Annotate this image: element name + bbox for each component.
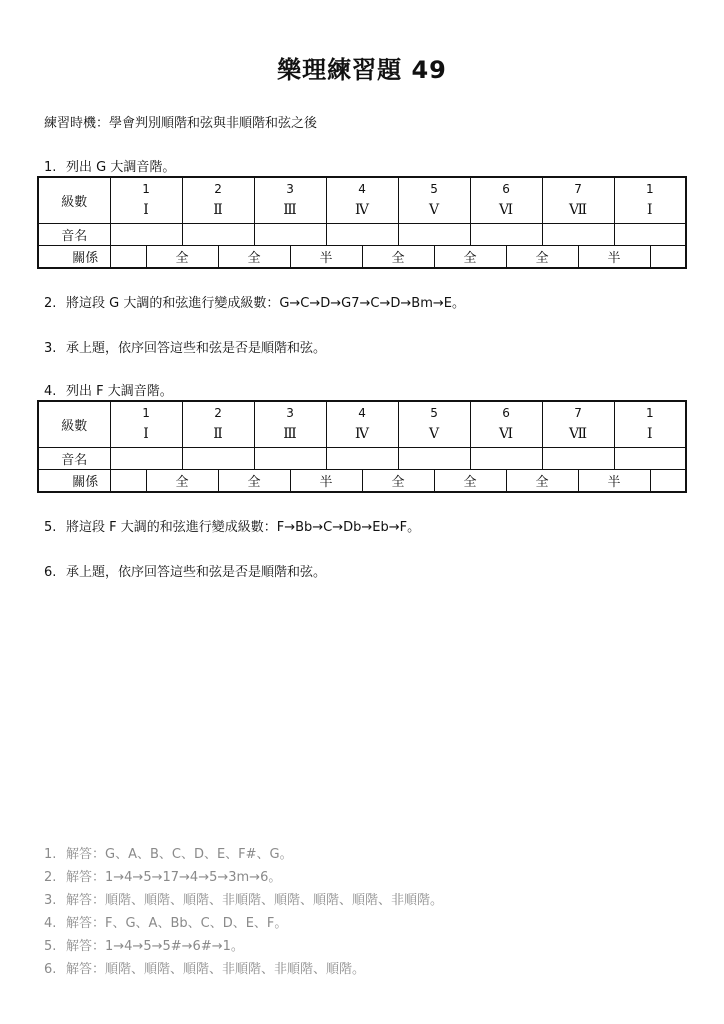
note-name-blank bbox=[326, 448, 398, 470]
note-name-blank bbox=[254, 224, 326, 246]
question-text: 將這段 F 大調的和弦進行變成級數：F→Bb→C→Db→Eb→F。 bbox=[66, 520, 421, 535]
interval-cell: 全 bbox=[218, 470, 290, 493]
note-name-blank bbox=[326, 224, 398, 246]
question-text: 將這段 G 大調的和弦進行變成級數：G→C→D→G7→C→D→Bm→E。 bbox=[66, 296, 465, 311]
interval-cell: 半 bbox=[578, 470, 650, 493]
note-name-blank bbox=[614, 224, 686, 246]
question-number: 6. bbox=[44, 565, 57, 580]
degree-cell bbox=[326, 177, 398, 224]
question-text: 承上題，依序回答這些和弦是否是順階和弦。 bbox=[66, 341, 327, 356]
degree-roman: Ⅳ bbox=[355, 426, 370, 442]
question-3 bbox=[44, 337, 326, 356]
note-name-header: 音名 bbox=[38, 224, 110, 246]
degree-number: 1 bbox=[646, 182, 654, 196]
degree-cell bbox=[614, 177, 686, 224]
degree-number: 6 bbox=[502, 182, 510, 196]
answer-3 bbox=[44, 889, 443, 912]
answer-number: 3. bbox=[44, 893, 57, 908]
answer-text: 解答：順階、順階、順階、非順階、順階、順階、順階、非順階。 bbox=[66, 893, 444, 908]
degree-roman: Ⅰ bbox=[647, 426, 653, 442]
relation-spacer bbox=[110, 246, 146, 269]
degree-cell bbox=[110, 177, 182, 224]
question-number: 2. bbox=[44, 296, 57, 311]
answer-number: 5. bbox=[44, 939, 57, 954]
question-2 bbox=[44, 292, 465, 311]
relation-header: 關係 bbox=[38, 470, 110, 493]
degree-roman: Ⅰ bbox=[647, 202, 653, 218]
question-text: 承上題，依序回答這些和弦是否是順階和弦。 bbox=[66, 565, 327, 580]
note-name-header: 音名 bbox=[38, 448, 110, 470]
answer-text: 解答：F、G、A、Bb、C、D、E、F。 bbox=[66, 916, 288, 931]
degree-cell bbox=[182, 177, 254, 224]
interval-cell: 全 bbox=[434, 470, 506, 493]
degree-header: 級數 bbox=[38, 401, 110, 448]
interval-cell: 半 bbox=[290, 470, 362, 493]
practice-timing: 練習時機：學會判別順階和弦與非順階和弦之後 bbox=[44, 116, 318, 131]
note-name-blank bbox=[470, 224, 542, 246]
degree-cell bbox=[254, 177, 326, 224]
question-5 bbox=[44, 516, 420, 535]
answer-number: 2. bbox=[44, 870, 57, 885]
question-6 bbox=[44, 561, 326, 580]
relation-spacer bbox=[110, 470, 146, 493]
answer-text: 解答：1→4→5→5#→6#→1。 bbox=[66, 939, 244, 954]
note-name-blank bbox=[470, 448, 542, 470]
degree-cell bbox=[398, 401, 470, 448]
degree-cell bbox=[182, 401, 254, 448]
degree-number: 7 bbox=[574, 406, 582, 420]
page-title: 樂理練習題 49 bbox=[277, 56, 447, 84]
degree-number: 6 bbox=[502, 406, 510, 420]
answer-6 bbox=[44, 958, 443, 981]
degree-cell bbox=[542, 401, 614, 448]
degree-number: 3 bbox=[286, 182, 294, 196]
degree-number: 4 bbox=[358, 406, 366, 420]
interval-cell: 半 bbox=[578, 246, 650, 269]
note-name-blank bbox=[542, 448, 614, 470]
degree-roman: Ⅲ bbox=[283, 202, 297, 218]
degree-cell bbox=[470, 401, 542, 448]
answer-key bbox=[44, 843, 443, 981]
degree-roman: Ⅶ bbox=[569, 202, 588, 218]
degree-roman: Ⅱ bbox=[213, 426, 223, 442]
note-name-blank bbox=[398, 224, 470, 246]
question-1 bbox=[44, 156, 175, 175]
degree-number: 1 bbox=[142, 406, 150, 420]
degree-number: 3 bbox=[286, 406, 294, 420]
question-text: 列出 G 大調音階。 bbox=[66, 160, 176, 175]
degree-roman: Ⅳ bbox=[355, 202, 370, 218]
degree-number: 4 bbox=[358, 182, 366, 196]
interval-cell: 全 bbox=[218, 246, 290, 269]
g-major-scale-table bbox=[37, 176, 687, 269]
note-name-blank bbox=[542, 224, 614, 246]
relation-spacer bbox=[650, 246, 686, 269]
question-text: 列出 F 大調音階。 bbox=[66, 384, 173, 399]
degree-roman: Ⅲ bbox=[283, 426, 297, 442]
degree-roman: Ⅵ bbox=[499, 426, 514, 442]
note-name-blank bbox=[182, 224, 254, 246]
answer-1 bbox=[44, 843, 443, 866]
f-major-scale-table bbox=[37, 400, 687, 493]
question-number: 5. bbox=[44, 520, 57, 535]
degree-cell bbox=[470, 177, 542, 224]
question-4 bbox=[44, 380, 173, 399]
note-name-blank bbox=[614, 448, 686, 470]
degree-number: 5 bbox=[430, 406, 438, 420]
interval-cell: 全 bbox=[506, 246, 578, 269]
degree-roman: Ⅴ bbox=[428, 426, 440, 442]
note-name-blank bbox=[398, 448, 470, 470]
degree-number: 7 bbox=[574, 182, 582, 196]
interval-cell: 全 bbox=[362, 470, 434, 493]
degree-roman: Ⅵ bbox=[499, 202, 514, 218]
degree-cell bbox=[254, 401, 326, 448]
note-name-blank bbox=[110, 448, 182, 470]
answer-2 bbox=[44, 866, 443, 889]
answer-number: 6. bbox=[44, 962, 57, 977]
answer-number: 4. bbox=[44, 916, 57, 931]
degree-number: 2 bbox=[214, 406, 222, 420]
interval-cell: 半 bbox=[290, 246, 362, 269]
note-name-blank bbox=[182, 448, 254, 470]
degree-roman: Ⅰ bbox=[143, 202, 149, 218]
answer-4 bbox=[44, 912, 443, 935]
degree-roman: Ⅰ bbox=[143, 426, 149, 442]
degree-cell bbox=[110, 401, 182, 448]
degree-number: 2 bbox=[214, 182, 222, 196]
degree-number: 5 bbox=[430, 182, 438, 196]
answer-text: 解答：G、A、B、C、D、E、F#、G。 bbox=[66, 847, 293, 862]
interval-cell: 全 bbox=[146, 470, 218, 493]
degree-roman: Ⅶ bbox=[569, 426, 588, 442]
interval-cell: 全 bbox=[362, 246, 434, 269]
degree-cell bbox=[614, 401, 686, 448]
relation-header: 關係 bbox=[38, 246, 110, 269]
note-name-blank bbox=[110, 224, 182, 246]
relation-spacer bbox=[650, 470, 686, 493]
answer-5 bbox=[44, 935, 443, 958]
degree-roman: Ⅱ bbox=[213, 202, 223, 218]
question-number: 4. bbox=[44, 384, 57, 399]
question-number: 1. bbox=[44, 160, 57, 175]
degree-number: 1 bbox=[142, 182, 150, 196]
interval-cell: 全 bbox=[506, 470, 578, 493]
answer-text: 解答：1→4→5→17→4→5→3m→6。 bbox=[66, 870, 282, 885]
degree-cell bbox=[542, 177, 614, 224]
answer-number: 1. bbox=[44, 847, 57, 862]
degree-roman: Ⅴ bbox=[428, 202, 440, 218]
answer-text: 解答：順階、順階、順階、非順階、非順階、順階。 bbox=[66, 962, 366, 977]
degree-cell bbox=[398, 177, 470, 224]
interval-cell: 全 bbox=[434, 246, 506, 269]
degree-number: 1 bbox=[646, 406, 654, 420]
question-number: 3. bbox=[44, 341, 57, 356]
interval-cell: 全 bbox=[146, 246, 218, 269]
degree-header: 級數 bbox=[38, 177, 110, 224]
degree-cell bbox=[326, 401, 398, 448]
note-name-blank bbox=[254, 448, 326, 470]
